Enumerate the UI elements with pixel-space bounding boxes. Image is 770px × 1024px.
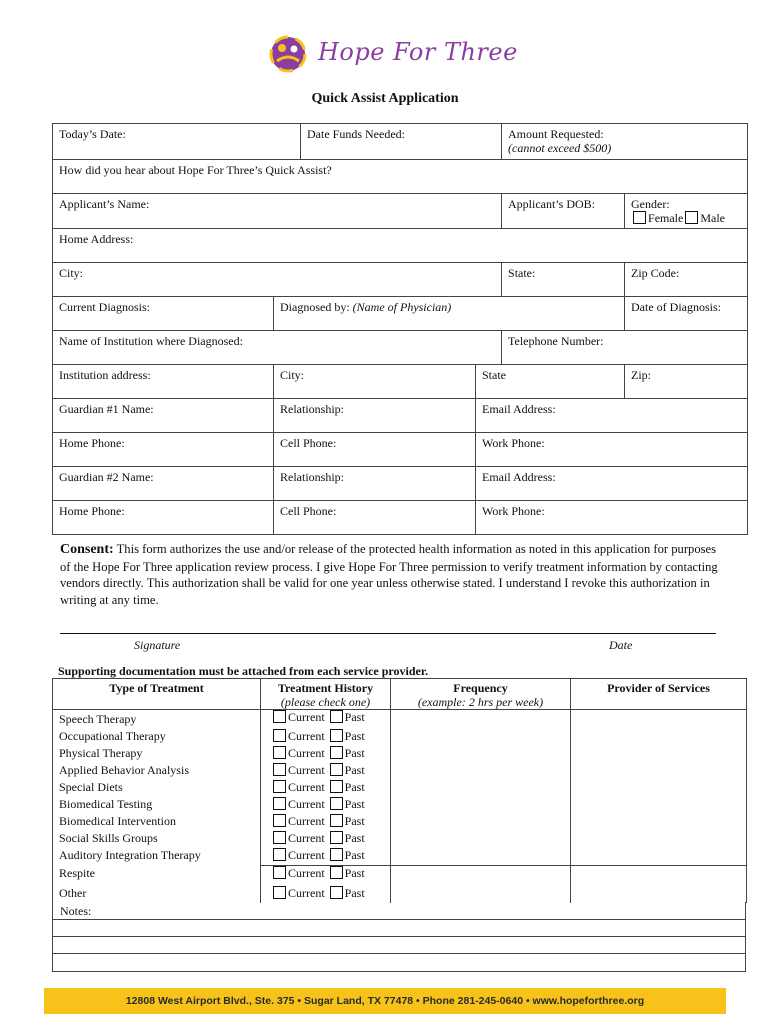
col-provider-of-services: Provider of Services bbox=[571, 679, 747, 710]
frequency-cell[interactable] bbox=[391, 866, 571, 886]
zip-code-field[interactable]: Zip Code: bbox=[625, 263, 748, 297]
current-checkbox[interactable] bbox=[273, 797, 286, 810]
treatment-type-label: Biomedical Intervention bbox=[53, 814, 261, 831]
treatment-row bbox=[53, 831, 747, 848]
current-label: Current bbox=[288, 797, 325, 811]
frequency-cell[interactable] bbox=[391, 814, 571, 831]
application-form-grid bbox=[52, 123, 748, 535]
current-label: Current bbox=[288, 729, 325, 743]
date-label: Date bbox=[609, 638, 633, 652]
past-label: Past bbox=[344, 885, 365, 900]
treatment-row bbox=[53, 848, 747, 866]
diagnosed-by-field[interactable]: Diagnosed by: (Name of Physician) bbox=[274, 297, 625, 331]
guardian2-cell-phone-field[interactable]: Cell Phone: bbox=[274, 501, 476, 535]
current-checkbox[interactable] bbox=[273, 746, 286, 759]
past-checkbox[interactable] bbox=[330, 886, 343, 899]
frequency-cell[interactable] bbox=[391, 831, 571, 848]
treatment-type-label: Auditory Integration Therapy bbox=[53, 848, 261, 866]
notes-label: Notes: bbox=[60, 904, 92, 918]
treatment-history-cell bbox=[261, 729, 391, 746]
treatment-history-cell bbox=[261, 814, 391, 831]
treatment-history-cell bbox=[261, 831, 391, 848]
provider-cell[interactable] bbox=[571, 780, 747, 797]
provider-cell[interactable] bbox=[571, 797, 747, 814]
treatment-row bbox=[53, 746, 747, 763]
guardian1-relationship-field[interactable]: Relationship: bbox=[274, 399, 476, 433]
guardian2-home-phone-field[interactable]: Home Phone: bbox=[53, 501, 274, 535]
amount-note: (cannot exceed $500) bbox=[508, 141, 612, 155]
current-checkbox[interactable] bbox=[273, 763, 286, 776]
guardian2-name-field[interactable]: Guardian #2 Name: bbox=[53, 467, 274, 501]
institution-state-field[interactable]: State bbox=[476, 365, 625, 399]
provider-cell[interactable] bbox=[571, 710, 747, 730]
past-label: Past bbox=[344, 814, 365, 828]
current-label: Current bbox=[288, 848, 325, 862]
treatment-type-label: Special Diets bbox=[53, 780, 261, 797]
past-checkbox[interactable] bbox=[330, 831, 343, 844]
past-checkbox[interactable] bbox=[330, 729, 343, 742]
logo bbox=[268, 34, 528, 74]
amount-requested-field[interactable]: Amount Requested: (cannot exceed $500) bbox=[502, 124, 748, 160]
current-checkbox[interactable] bbox=[273, 814, 286, 827]
provider-cell[interactable] bbox=[571, 814, 747, 831]
current-label: Current bbox=[288, 746, 325, 760]
treatment-history-cell bbox=[261, 746, 391, 763]
treatment-history-cell bbox=[261, 797, 391, 814]
guardian1-email-field[interactable]: Email Address: bbox=[476, 399, 748, 433]
treatment-row bbox=[53, 866, 747, 886]
current-label: Current bbox=[288, 780, 325, 794]
consent-paragraph bbox=[60, 541, 720, 608]
signature-label: Signature bbox=[134, 638, 181, 652]
past-checkbox[interactable] bbox=[330, 866, 343, 879]
current-checkbox[interactable] bbox=[273, 831, 286, 844]
date-of-diagnosis-field[interactable]: Date of Diagnosis: bbox=[625, 297, 748, 331]
current-checkbox[interactable] bbox=[273, 886, 286, 899]
male-label: Male bbox=[700, 211, 725, 225]
female-checkbox[interactable] bbox=[633, 211, 646, 224]
page-title: Quick Assist Application bbox=[311, 91, 459, 106]
treatment-row bbox=[53, 763, 747, 780]
current-label: Current bbox=[288, 710, 325, 724]
treatment-row bbox=[53, 780, 747, 797]
treatment-row bbox=[53, 814, 747, 831]
treatment-history-cell bbox=[261, 780, 391, 797]
past-label: Past bbox=[344, 763, 365, 777]
past-checkbox[interactable] bbox=[330, 814, 343, 827]
institution-address-field[interactable]: Institution address: bbox=[53, 365, 274, 399]
past-label: Past bbox=[344, 710, 365, 724]
current-checkbox[interactable] bbox=[273, 729, 286, 742]
footer-address-bar: 12808 West Airport Blvd., Ste. 375 • Sugar Land, TX 77478 • Phone 281-245-0640 • www.hopeforthree.org bbox=[44, 988, 726, 1014]
provider-cell[interactable] bbox=[571, 831, 747, 848]
past-checkbox[interactable] bbox=[330, 710, 343, 723]
notes-box[interactable] bbox=[52, 902, 746, 972]
current-checkbox[interactable] bbox=[273, 710, 286, 723]
guardian2-email-field[interactable]: Email Address: bbox=[476, 467, 748, 501]
institution-zip-field[interactable]: Zip: bbox=[625, 365, 748, 399]
hope-for-three-logo-icon bbox=[268, 34, 308, 74]
current-label: Current bbox=[288, 814, 325, 828]
treatment-type-label: Biomedical Testing bbox=[53, 797, 261, 814]
treatment-row bbox=[53, 729, 747, 746]
consent-text: This form authorizes the use and/or release of the protected health information as noted in this application for purposes of the Hope For Three application review process. I give Hope For Three permission to verify treatment information by contacting vendors directly. This authorization shall be valid for one year unless otherwise stated. I understand I revoke this authorization in writing at any time. bbox=[60, 542, 718, 607]
past-label: Past bbox=[344, 729, 365, 743]
treatment-type-label: Speech Therapy bbox=[53, 710, 261, 730]
guardian1-home-phone-field[interactable]: Home Phone: bbox=[53, 433, 274, 467]
past-checkbox[interactable] bbox=[330, 797, 343, 810]
guardian2-relationship-field[interactable]: Relationship: bbox=[274, 467, 476, 501]
logo-text: Hope For Three bbox=[318, 38, 518, 66]
treatment-type-label: Applied Behavior Analysis bbox=[53, 763, 261, 780]
guardian1-cell-phone-field[interactable]: Cell Phone: bbox=[274, 433, 476, 467]
current-checkbox[interactable] bbox=[273, 780, 286, 793]
col-type-of-treatment: Type of Treatment bbox=[53, 679, 261, 710]
frequency-cell[interactable] bbox=[391, 710, 571, 730]
institution-name-field[interactable]: Name of Institution where Diagnosed: bbox=[53, 331, 502, 365]
provider-cell[interactable] bbox=[571, 886, 747, 903]
past-label: Past bbox=[344, 797, 365, 811]
city-field[interactable]: City: bbox=[53, 263, 502, 297]
notes-line bbox=[53, 919, 745, 920]
female-label: Female bbox=[648, 211, 684, 225]
current-checkbox[interactable] bbox=[273, 848, 286, 861]
state-field[interactable]: State: bbox=[502, 263, 625, 297]
past-label: Past bbox=[344, 746, 365, 760]
treatment-type-label: Other bbox=[53, 886, 261, 903]
todays-date-field[interactable]: Today’s Date: bbox=[53, 124, 301, 160]
current-checkbox[interactable] bbox=[273, 866, 286, 879]
current-label: Current bbox=[288, 885, 325, 900]
past-checkbox[interactable] bbox=[330, 763, 343, 776]
frequency-cell[interactable] bbox=[391, 848, 571, 866]
treatment-type-label: Social Skills Groups bbox=[53, 831, 261, 848]
provider-cell[interactable] bbox=[571, 866, 747, 886]
current-label: Current bbox=[288, 866, 325, 880]
telephone-number-field[interactable]: Telephone Number: bbox=[502, 331, 748, 365]
guardian2-work-phone-field[interactable]: Work Phone: bbox=[476, 501, 748, 535]
date-funds-needed-field[interactable]: Date Funds Needed: bbox=[301, 124, 502, 160]
past-checkbox[interactable] bbox=[330, 780, 343, 793]
guardian1-name-field[interactable]: Guardian #1 Name: bbox=[53, 399, 274, 433]
provider-cell[interactable] bbox=[571, 763, 747, 780]
treatment-table bbox=[52, 678, 747, 903]
past-label: Past bbox=[344, 780, 365, 794]
frequency-cell[interactable] bbox=[391, 886, 571, 903]
home-address-field[interactable]: Home Address: bbox=[53, 229, 748, 263]
treatment-history-cell bbox=[261, 866, 391, 886]
past-checkbox[interactable] bbox=[330, 746, 343, 759]
signature-line[interactable] bbox=[60, 633, 716, 634]
current-diagnosis-field[interactable]: Current Diagnosis: bbox=[53, 297, 274, 331]
supporting-documentation-note: Supporting documentation must be attached from each service provider. bbox=[58, 664, 429, 678]
institution-city-field[interactable]: City: bbox=[274, 365, 476, 399]
frequency-cell[interactable] bbox=[391, 780, 571, 797]
treatment-type-label: Occupational Therapy bbox=[53, 729, 261, 746]
past-checkbox[interactable] bbox=[330, 848, 343, 861]
frequency-cell[interactable] bbox=[391, 797, 571, 814]
treatment-history-cell bbox=[261, 763, 391, 780]
frequency-cell[interactable] bbox=[391, 763, 571, 780]
how-did-you-hear-field[interactable]: How did you hear about Hope For Three’s Quick Assist? bbox=[53, 160, 748, 194]
frequency-cell[interactable] bbox=[391, 729, 571, 746]
col-treatment-history: Treatment History (please check one) bbox=[261, 679, 391, 710]
provider-cell[interactable] bbox=[571, 746, 747, 763]
treatment-row bbox=[53, 797, 747, 814]
gender-field: Gender: Female Male bbox=[625, 194, 748, 229]
treatment-history-cell bbox=[261, 886, 391, 903]
provider-cell[interactable] bbox=[571, 729, 747, 746]
male-checkbox[interactable] bbox=[685, 211, 698, 224]
frequency-cell[interactable] bbox=[391, 746, 571, 763]
applicant-dob-field[interactable]: Applicant’s DOB: bbox=[502, 194, 625, 229]
treatment-type-label: Physical Therapy bbox=[53, 746, 261, 763]
notes-line bbox=[53, 953, 745, 954]
notes-line bbox=[53, 936, 745, 937]
current-label: Current bbox=[288, 763, 325, 777]
past-label: Past bbox=[344, 848, 365, 862]
provider-cell[interactable] bbox=[571, 848, 747, 866]
col-frequency: Frequency (example: 2 hrs per week) bbox=[391, 679, 571, 710]
past-label: Past bbox=[344, 866, 365, 880]
treatment-row bbox=[53, 710, 747, 730]
current-label: Current bbox=[288, 831, 325, 845]
treatment-history-cell bbox=[261, 848, 391, 866]
treatment-type-label: Respite bbox=[53, 866, 261, 886]
consent-heading: Consent: bbox=[60, 542, 114, 557]
treatment-history-cell bbox=[261, 710, 391, 730]
past-label: Past bbox=[344, 831, 365, 845]
guardian1-work-phone-field[interactable]: Work Phone: bbox=[476, 433, 748, 467]
treatment-row bbox=[53, 886, 747, 903]
applicant-name-field[interactable]: Applicant’s Name: bbox=[53, 194, 502, 229]
